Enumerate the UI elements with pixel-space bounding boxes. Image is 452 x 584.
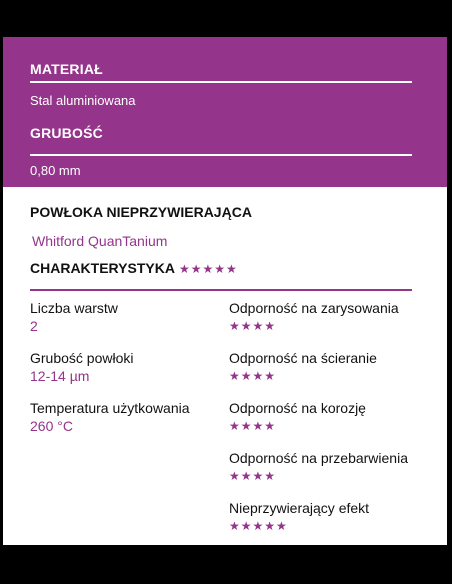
property-corrosion-resistance-label: Odporność na korozję — [229, 400, 366, 416]
property-abrasion-resistance — [229, 350, 429, 385]
property-coating-thickness — [30, 350, 230, 385]
property-scratch-resistance — [229, 300, 429, 335]
coating-value: Whitford QuanTanium — [32, 233, 168, 249]
property-discoloration-resistance-stars: ★★★★ — [229, 469, 277, 483]
property-layers-label: Liczba warstw — [30, 300, 118, 316]
property-corrosion-resistance-stars: ★★★★ — [229, 419, 277, 433]
property-nonstick-effect-stars: ★★★★★ — [229, 519, 288, 533]
material-value: Stal aluminiowana — [30, 93, 136, 108]
property-coating-thickness-value: 12-14 µm — [30, 368, 90, 384]
characteristics-divider — [30, 289, 412, 291]
property-scratch-resistance-label: Odporność na zarysowania — [229, 300, 399, 316]
property-layers — [30, 300, 230, 335]
property-temperature — [30, 400, 230, 435]
property-temperature-label: Temperatura użytkowania — [30, 400, 190, 416]
material-divider — [30, 81, 412, 83]
thickness-heading: GRUBOŚĆ — [30, 125, 103, 141]
property-temperature-value: 260 °C — [30, 418, 73, 434]
property-abrasion-resistance-stars: ★★★★ — [229, 369, 277, 383]
property-coating-thickness-label: Grubość powłoki — [30, 350, 134, 366]
thickness-divider — [30, 154, 412, 156]
property-discoloration-resistance-label: Odporność na przebarwienia — [229, 450, 408, 466]
property-layers-value: 2 — [30, 318, 38, 334]
product-spec-card — [3, 37, 447, 545]
property-abrasion-resistance-label: Odporność na ścieranie — [229, 350, 377, 366]
thickness-value: 0,80 mm — [30, 163, 81, 178]
property-nonstick-effect-label: Nieprzywierający efekt — [229, 500, 370, 516]
spec-header-panel — [3, 37, 447, 187]
property-discoloration-resistance — [229, 450, 429, 485]
characteristics-heading — [30, 260, 238, 276]
characteristics-heading-text: CHARAKTERYSTYKA — [30, 260, 175, 276]
property-scratch-resistance-stars: ★★★★ — [229, 319, 277, 333]
property-nonstick-effect — [229, 500, 429, 535]
material-heading: MATERIAŁ — [30, 61, 103, 77]
property-corrosion-resistance — [229, 400, 429, 435]
coating-heading: POWŁOKA NIEPRZYWIERAJĄCA — [30, 204, 252, 220]
characteristics-rating-stars: ★★★★★ — [178, 262, 238, 276]
